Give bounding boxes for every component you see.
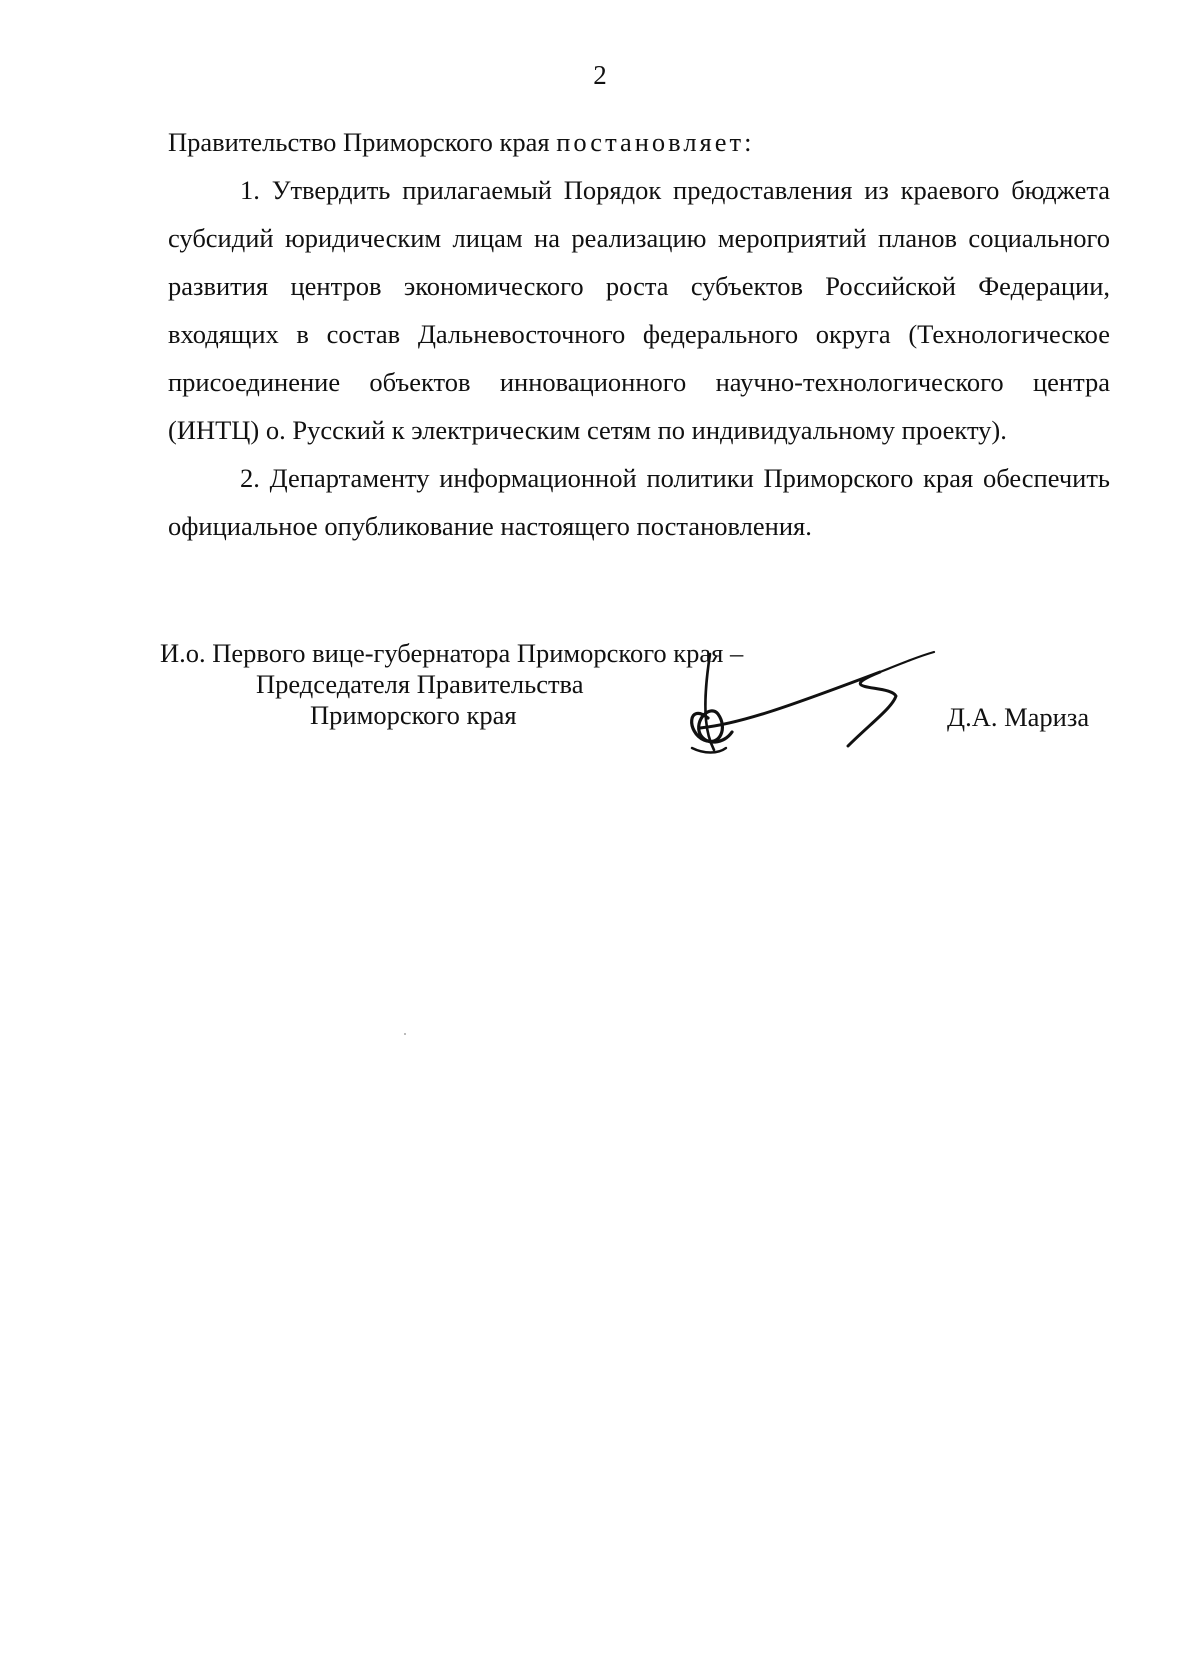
- signature-stroke-tail: [880, 652, 934, 672]
- resolution-item-1: 1. Утвердить прилагаемый Порядок предоставления из краевого бюджета субсидий юридическим лицам на реализацию мероприятий планов социального развития центров экономического роста субъектов Российской Федерации, входящих в состав Дальневосточного федерального округа (Технологическое присоединение объектов инновационного научно-технологического центра (ИНТЦ) о. Русский к электрическим сетям по индивидуальному проекту).: [168, 175, 1110, 445]
- document-body: [168, 118, 1110, 550]
- preamble-subject: Правительство Приморского края: [168, 127, 550, 157]
- signatory-title-line-3: Приморского края: [310, 700, 517, 730]
- handwritten-signature: [680, 650, 970, 770]
- preamble: [168, 118, 1110, 166]
- preamble-colon: :: [744, 127, 752, 157]
- scan-artifact: [404, 1033, 406, 1035]
- page-number: 2: [593, 60, 607, 90]
- resolution-item-2: 2. Департаменту информационной политики Приморского края обеспечить официальное опубликование настоящего постановления.: [168, 463, 1110, 541]
- signatory-title-line-1: И.о. Первого вице-губернатора Приморского края –: [160, 638, 744, 668]
- signature-stroke-upright: [705, 654, 714, 750]
- signature-stroke-base: [692, 748, 726, 753]
- signatory-title: [160, 638, 743, 731]
- preamble-verb: постановляет: [556, 127, 745, 157]
- signatory-name: Д.А. Мариза: [947, 702, 1090, 732]
- signatory-title-line-2: Председателя Правительства: [256, 669, 584, 699]
